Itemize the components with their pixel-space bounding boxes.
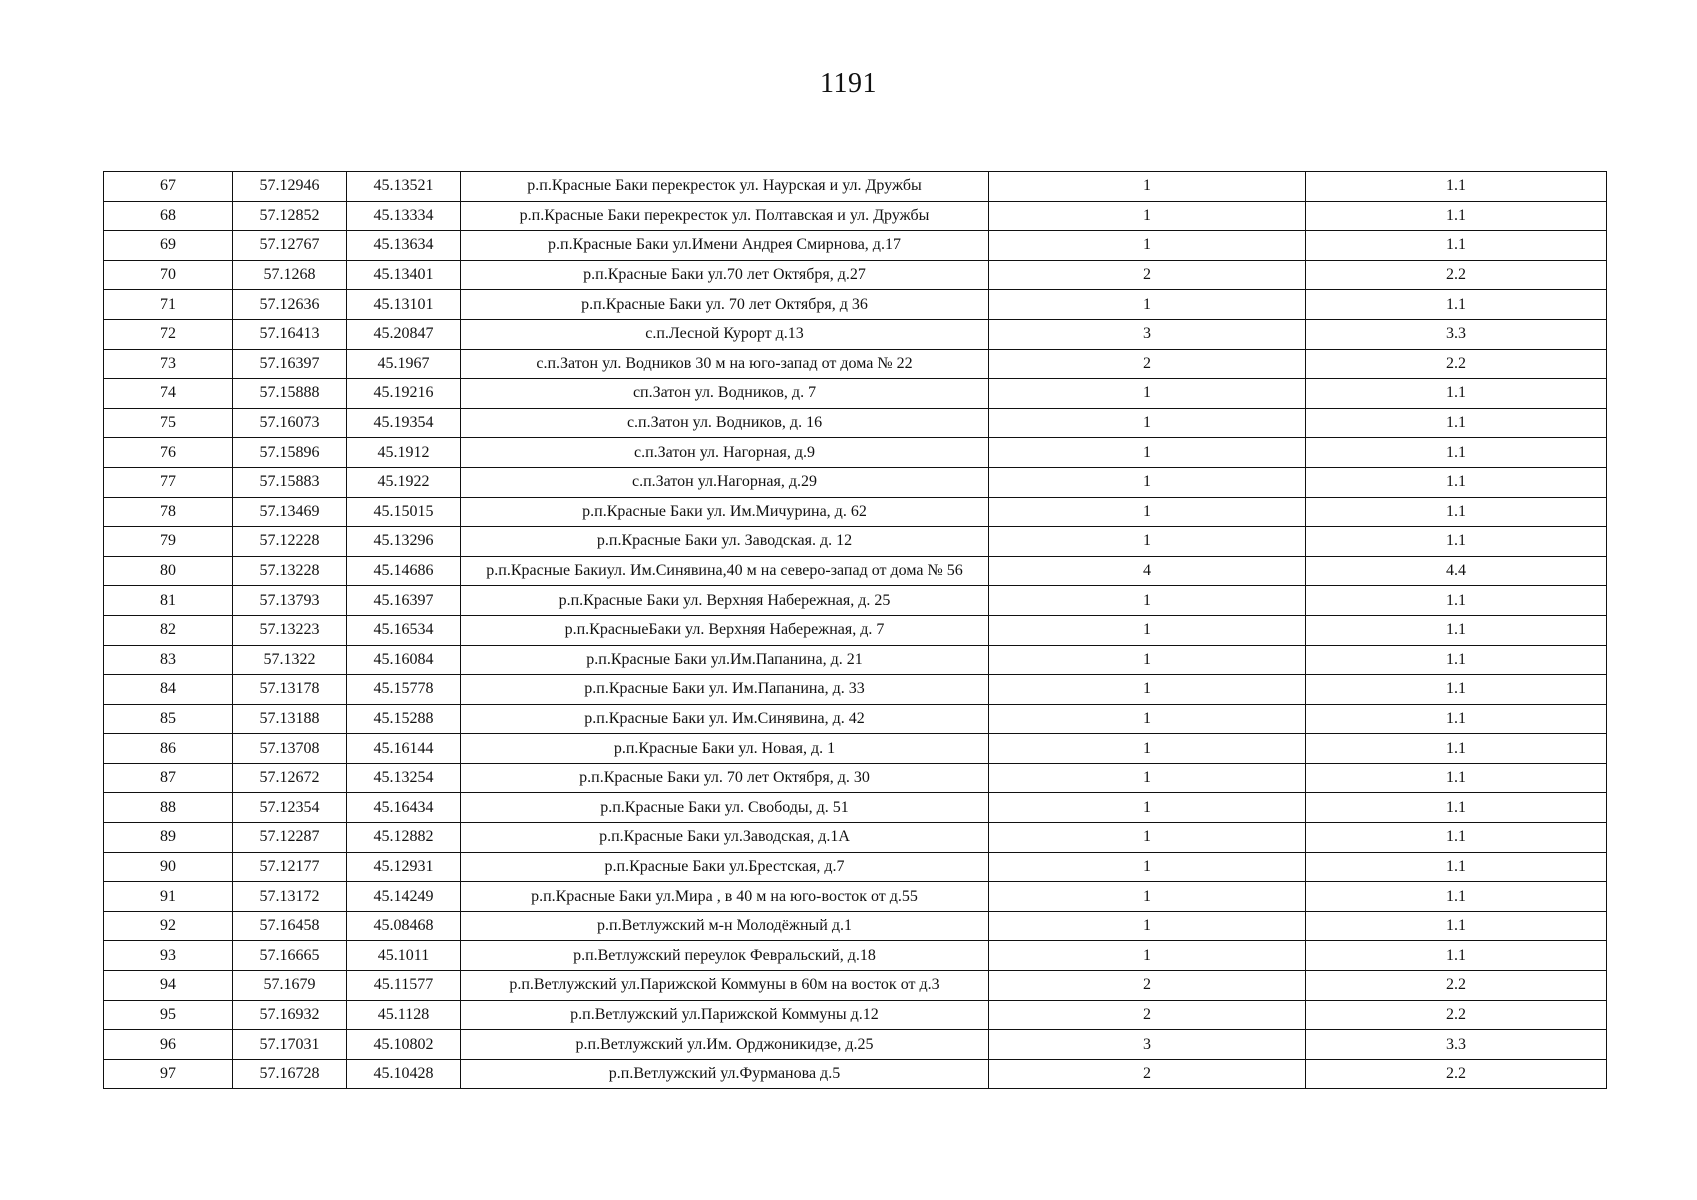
address-cell: р.п.Красные Баки ул. Свободы, д. 51 bbox=[461, 793, 989, 823]
longitude-cell: 45.16534 bbox=[347, 615, 461, 645]
longitude-cell: 45.15015 bbox=[347, 497, 461, 527]
address-cell: с.п.Лесной Курорт д.13 bbox=[461, 319, 989, 349]
table-row bbox=[104, 467, 1607, 497]
table-row bbox=[104, 408, 1607, 438]
longitude-cell: 45.19354 bbox=[347, 408, 461, 438]
container-count-cell: 1 bbox=[989, 882, 1306, 912]
longitude-cell: 45.14249 bbox=[347, 882, 461, 912]
volume-cell: 1.1 bbox=[1306, 290, 1607, 320]
table-row bbox=[104, 438, 1607, 468]
table-row bbox=[104, 941, 1607, 971]
table-row bbox=[104, 911, 1607, 941]
longitude-cell: 45.19216 bbox=[347, 379, 461, 409]
container-count-cell: 2 bbox=[989, 260, 1306, 290]
address-cell: р.п.Ветлужский ул.Парижской Коммуны д.12 bbox=[461, 1000, 989, 1030]
container-count-cell: 2 bbox=[989, 1059, 1306, 1089]
volume-cell: 1.1 bbox=[1306, 793, 1607, 823]
latitude-cell: 57.15883 bbox=[233, 467, 347, 497]
latitude-cell: 57.16932 bbox=[233, 1000, 347, 1030]
table-row bbox=[104, 379, 1607, 409]
row-number-cell: 83 bbox=[104, 645, 233, 675]
row-number-cell: 69 bbox=[104, 231, 233, 261]
table-row bbox=[104, 1030, 1607, 1060]
row-number-cell: 81 bbox=[104, 586, 233, 616]
address-cell: р.п.Красные Баки ул. Им.Папанина, д. 33 bbox=[461, 675, 989, 705]
longitude-cell: 45.14686 bbox=[347, 556, 461, 586]
table-row bbox=[104, 763, 1607, 793]
row-number-cell: 75 bbox=[104, 408, 233, 438]
latitude-cell: 57.16728 bbox=[233, 1059, 347, 1089]
address-cell: р.п.Красные Баки ул.Брестская, д.7 bbox=[461, 852, 989, 882]
row-number-cell: 88 bbox=[104, 793, 233, 823]
container-count-cell: 1 bbox=[989, 290, 1306, 320]
longitude-cell: 45.1912 bbox=[347, 438, 461, 468]
container-count-cell: 1 bbox=[989, 467, 1306, 497]
row-number-cell: 80 bbox=[104, 556, 233, 586]
row-number-cell: 68 bbox=[104, 201, 233, 231]
row-number-cell: 82 bbox=[104, 615, 233, 645]
container-count-cell: 1 bbox=[989, 645, 1306, 675]
latitude-cell: 57.12946 bbox=[233, 172, 347, 202]
container-count-cell: 1 bbox=[989, 823, 1306, 853]
table-body bbox=[104, 172, 1607, 1089]
container-count-cell: 1 bbox=[989, 231, 1306, 261]
volume-cell: 1.1 bbox=[1306, 438, 1607, 468]
row-number-cell: 74 bbox=[104, 379, 233, 409]
longitude-cell: 45.1128 bbox=[347, 1000, 461, 1030]
volume-cell: 1.1 bbox=[1306, 734, 1607, 764]
table-row bbox=[104, 645, 1607, 675]
latitude-cell: 57.12852 bbox=[233, 201, 347, 231]
row-number-cell: 76 bbox=[104, 438, 233, 468]
volume-cell: 2.2 bbox=[1306, 971, 1607, 1001]
table-row bbox=[104, 852, 1607, 882]
row-number-cell: 91 bbox=[104, 882, 233, 912]
row-number-cell: 92 bbox=[104, 911, 233, 941]
table-row bbox=[104, 882, 1607, 912]
row-number-cell: 90 bbox=[104, 852, 233, 882]
address-cell: сп.Затон ул. Водников, д. 7 bbox=[461, 379, 989, 409]
container-count-cell: 1 bbox=[989, 438, 1306, 468]
latitude-cell: 57.13469 bbox=[233, 497, 347, 527]
table-row bbox=[104, 1059, 1607, 1089]
address-cell: с.п.Затон ул. Водников 30 м на юго-запад от дома № 22 bbox=[461, 349, 989, 379]
longitude-cell: 45.13296 bbox=[347, 527, 461, 557]
address-cell: р.п.Красные Баки ул. Им.Мичурина, д. 62 bbox=[461, 497, 989, 527]
container-count-cell: 3 bbox=[989, 319, 1306, 349]
table-row bbox=[104, 704, 1607, 734]
row-number-cell: 94 bbox=[104, 971, 233, 1001]
row-number-cell: 89 bbox=[104, 823, 233, 853]
volume-cell: 2.2 bbox=[1306, 1000, 1607, 1030]
latitude-cell: 57.17031 bbox=[233, 1030, 347, 1060]
volume-cell: 2.2 bbox=[1306, 1059, 1607, 1089]
table-row bbox=[104, 734, 1607, 764]
container-count-cell: 4 bbox=[989, 556, 1306, 586]
table-row bbox=[104, 290, 1607, 320]
longitude-cell: 45.16084 bbox=[347, 645, 461, 675]
table-row bbox=[104, 349, 1607, 379]
volume-cell: 1.1 bbox=[1306, 467, 1607, 497]
table-row bbox=[104, 527, 1607, 557]
volume-cell: 1.1 bbox=[1306, 201, 1607, 231]
volume-cell: 4.4 bbox=[1306, 556, 1607, 586]
row-number-cell: 97 bbox=[104, 1059, 233, 1089]
latitude-cell: 57.16665 bbox=[233, 941, 347, 971]
container-count-cell: 1 bbox=[989, 911, 1306, 941]
data-table bbox=[103, 171, 1607, 1089]
volume-cell: 1.1 bbox=[1306, 882, 1607, 912]
volume-cell: 1.1 bbox=[1306, 645, 1607, 675]
volume-cell: 1.1 bbox=[1306, 704, 1607, 734]
latitude-cell: 57.13228 bbox=[233, 556, 347, 586]
container-count-cell: 1 bbox=[989, 586, 1306, 616]
address-cell: с.п.Затон ул.Нагорная, д.29 bbox=[461, 467, 989, 497]
volume-cell: 3.3 bbox=[1306, 319, 1607, 349]
row-number-cell: 96 bbox=[104, 1030, 233, 1060]
longitude-cell: 45.13101 bbox=[347, 290, 461, 320]
container-count-cell: 3 bbox=[989, 1030, 1306, 1060]
latitude-cell: 57.13708 bbox=[233, 734, 347, 764]
latitude-cell: 57.15888 bbox=[233, 379, 347, 409]
volume-cell: 1.1 bbox=[1306, 527, 1607, 557]
longitude-cell: 45.11577 bbox=[347, 971, 461, 1001]
page-number: 1191 bbox=[820, 68, 877, 99]
address-cell: р.п.Красные Баки ул.Мира , в 40 м на юго-восток от д.55 bbox=[461, 882, 989, 912]
longitude-cell: 45.12882 bbox=[347, 823, 461, 853]
address-cell: р.п.Красные Баки перекресток ул. Наурская и ул. Дружбы bbox=[461, 172, 989, 202]
longitude-cell: 45.1967 bbox=[347, 349, 461, 379]
latitude-cell: 57.12177 bbox=[233, 852, 347, 882]
container-count-cell: 1 bbox=[989, 201, 1306, 231]
volume-cell: 1.1 bbox=[1306, 852, 1607, 882]
volume-cell: 2.2 bbox=[1306, 260, 1607, 290]
longitude-cell: 45.13254 bbox=[347, 763, 461, 793]
volume-cell: 1.1 bbox=[1306, 231, 1607, 261]
table-row bbox=[104, 497, 1607, 527]
latitude-cell: 57.16413 bbox=[233, 319, 347, 349]
longitude-cell: 45.12931 bbox=[347, 852, 461, 882]
latitude-cell: 57.1679 bbox=[233, 971, 347, 1001]
address-cell: р.п.Ветлужский переулок Февральский, д.18 bbox=[461, 941, 989, 971]
row-number-cell: 77 bbox=[104, 467, 233, 497]
longitude-cell: 45.13401 bbox=[347, 260, 461, 290]
container-count-cell: 1 bbox=[989, 172, 1306, 202]
address-cell: р.п.Красные Баки ул. Заводская. д. 12 bbox=[461, 527, 989, 557]
row-number-cell: 79 bbox=[104, 527, 233, 557]
container-count-cell: 1 bbox=[989, 527, 1306, 557]
volume-cell: 3.3 bbox=[1306, 1030, 1607, 1060]
longitude-cell: 45.1011 bbox=[347, 941, 461, 971]
longitude-cell: 45.10802 bbox=[347, 1030, 461, 1060]
container-count-cell: 2 bbox=[989, 1000, 1306, 1030]
container-count-cell: 1 bbox=[989, 497, 1306, 527]
address-cell: р.п.Красные Бакиул. Им.Синявина,40 м на северо-запад от дома № 56 bbox=[461, 556, 989, 586]
row-number-cell: 71 bbox=[104, 290, 233, 320]
container-count-cell: 1 bbox=[989, 763, 1306, 793]
longitude-cell: 45.13634 bbox=[347, 231, 461, 261]
longitude-cell: 45.1922 bbox=[347, 467, 461, 497]
address-cell: р.п.Красные Баки перекресток ул. Полтавская и ул. Дружбы bbox=[461, 201, 989, 231]
volume-cell: 1.1 bbox=[1306, 408, 1607, 438]
longitude-cell: 45.15288 bbox=[347, 704, 461, 734]
address-cell: р.п.Ветлужский ул.Парижской Коммуны в 60м на восток от д.3 bbox=[461, 971, 989, 1001]
address-cell: р.п.Ветлужский ул.Им. Орджоникидзе, д.25 bbox=[461, 1030, 989, 1060]
latitude-cell: 57.12672 bbox=[233, 763, 347, 793]
address-cell: р.п.Красные Баки ул.70 лет Октября, д.27 bbox=[461, 260, 989, 290]
longitude-cell: 45.20847 bbox=[347, 319, 461, 349]
longitude-cell: 45.13521 bbox=[347, 172, 461, 202]
row-number-cell: 93 bbox=[104, 941, 233, 971]
address-cell: с.п.Затон ул. Водников, д. 16 bbox=[461, 408, 989, 438]
address-cell: р.п.КрасныеБаки ул. Верхняя Набережная, д. 7 bbox=[461, 615, 989, 645]
address-cell: р.п.Красные Баки ул. Верхняя Набережная, д. 25 bbox=[461, 586, 989, 616]
volume-cell: 1.1 bbox=[1306, 379, 1607, 409]
latitude-cell: 57.12228 bbox=[233, 527, 347, 557]
address-cell: р.п.Красные Баки ул.Заводская, д.1А bbox=[461, 823, 989, 853]
row-number-cell: 87 bbox=[104, 763, 233, 793]
latitude-cell: 57.13793 bbox=[233, 586, 347, 616]
table-row bbox=[104, 172, 1607, 202]
row-number-cell: 70 bbox=[104, 260, 233, 290]
container-count-cell: 1 bbox=[989, 675, 1306, 705]
latitude-cell: 57.16397 bbox=[233, 349, 347, 379]
table-row bbox=[104, 971, 1607, 1001]
volume-cell: 1.1 bbox=[1306, 497, 1607, 527]
latitude-cell: 57.1268 bbox=[233, 260, 347, 290]
latitude-cell: 57.13223 bbox=[233, 615, 347, 645]
latitude-cell: 57.13172 bbox=[233, 882, 347, 912]
container-count-cell: 1 bbox=[989, 408, 1306, 438]
volume-cell: 1.1 bbox=[1306, 911, 1607, 941]
longitude-cell: 45.16144 bbox=[347, 734, 461, 764]
address-cell: с.п.Затон ул. Нагорная, д.9 bbox=[461, 438, 989, 468]
address-cell: р.п.Красные Баки ул.Имени Андрея Смирнова, д.17 bbox=[461, 231, 989, 261]
container-count-cell: 1 bbox=[989, 379, 1306, 409]
table-row bbox=[104, 260, 1607, 290]
volume-cell: 1.1 bbox=[1306, 823, 1607, 853]
longitude-cell: 45.16434 bbox=[347, 793, 461, 823]
address-cell: р.п.Красные Баки ул. Им.Синявина, д. 42 bbox=[461, 704, 989, 734]
row-number-cell: 86 bbox=[104, 734, 233, 764]
table-row bbox=[104, 1000, 1607, 1030]
address-cell: р.п.Ветлужский ул.Фурманова д.5 bbox=[461, 1059, 989, 1089]
address-cell: р.п.Ветлужский м-н Молодёжный д.1 bbox=[461, 911, 989, 941]
table-row bbox=[104, 675, 1607, 705]
volume-cell: 1.1 bbox=[1306, 615, 1607, 645]
address-cell: р.п.Красные Баки ул. 70 лет Октября, д. 30 bbox=[461, 763, 989, 793]
container-count-cell: 1 bbox=[989, 704, 1306, 734]
table-row bbox=[104, 556, 1607, 586]
container-count-cell: 2 bbox=[989, 971, 1306, 1001]
table-row bbox=[104, 793, 1607, 823]
latitude-cell: 57.12767 bbox=[233, 231, 347, 261]
volume-cell: 1.1 bbox=[1306, 763, 1607, 793]
row-number-cell: 67 bbox=[104, 172, 233, 202]
volume-cell: 1.1 bbox=[1306, 172, 1607, 202]
container-count-cell: 1 bbox=[989, 734, 1306, 764]
container-count-cell: 1 bbox=[989, 852, 1306, 882]
table-row bbox=[104, 319, 1607, 349]
volume-cell: 1.1 bbox=[1306, 675, 1607, 705]
table-row bbox=[104, 231, 1607, 261]
latitude-cell: 57.12636 bbox=[233, 290, 347, 320]
address-cell: р.п.Красные Баки ул. 70 лет Октября, д 36 bbox=[461, 290, 989, 320]
row-number-cell: 72 bbox=[104, 319, 233, 349]
address-cell: р.п.Красные Баки ул.Им.Папанина, д. 21 bbox=[461, 645, 989, 675]
longitude-cell: 45.13334 bbox=[347, 201, 461, 231]
volume-cell: 1.1 bbox=[1306, 941, 1607, 971]
row-number-cell: 73 bbox=[104, 349, 233, 379]
latitude-cell: 57.16458 bbox=[233, 911, 347, 941]
table-row bbox=[104, 615, 1607, 645]
latitude-cell: 57.13178 bbox=[233, 675, 347, 705]
container-count-cell: 1 bbox=[989, 793, 1306, 823]
longitude-cell: 45.08468 bbox=[347, 911, 461, 941]
volume-cell: 1.1 bbox=[1306, 586, 1607, 616]
latitude-cell: 57.15896 bbox=[233, 438, 347, 468]
latitude-cell: 57.1322 bbox=[233, 645, 347, 675]
longitude-cell: 45.15778 bbox=[347, 675, 461, 705]
table-row bbox=[104, 823, 1607, 853]
table-row bbox=[104, 586, 1607, 616]
row-number-cell: 78 bbox=[104, 497, 233, 527]
latitude-cell: 57.16073 bbox=[233, 408, 347, 438]
longitude-cell: 45.10428 bbox=[347, 1059, 461, 1089]
row-number-cell: 84 bbox=[104, 675, 233, 705]
container-count-cell: 1 bbox=[989, 941, 1306, 971]
container-count-cell: 1 bbox=[989, 615, 1306, 645]
address-cell: р.п.Красные Баки ул. Новая, д. 1 bbox=[461, 734, 989, 764]
row-number-cell: 95 bbox=[104, 1000, 233, 1030]
latitude-cell: 57.12354 bbox=[233, 793, 347, 823]
container-count-cell: 2 bbox=[989, 349, 1306, 379]
row-number-cell: 85 bbox=[104, 704, 233, 734]
longitude-cell: 45.16397 bbox=[347, 586, 461, 616]
latitude-cell: 57.13188 bbox=[233, 704, 347, 734]
table-row bbox=[104, 201, 1607, 231]
volume-cell: 2.2 bbox=[1306, 349, 1607, 379]
latitude-cell: 57.12287 bbox=[233, 823, 347, 853]
